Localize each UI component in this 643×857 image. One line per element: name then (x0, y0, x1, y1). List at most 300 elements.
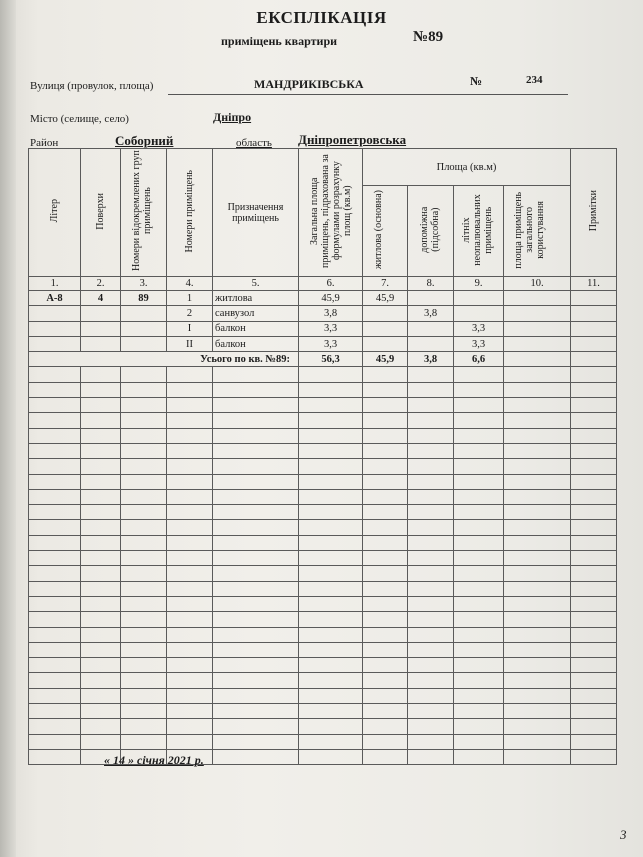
empty-cell (408, 398, 454, 413)
empty-cell (121, 642, 167, 657)
empty-cell (363, 551, 408, 566)
total-label: Усього по кв. №89: (29, 352, 299, 367)
cell-summer: 3,3 (454, 321, 504, 336)
empty-cell (299, 413, 363, 428)
empty-row (29, 719, 617, 734)
empty-cell (504, 520, 571, 535)
empty-cell (571, 658, 617, 673)
empty-cell (81, 535, 121, 550)
empty-cell (81, 704, 121, 719)
cell-total: 45,9 (299, 291, 363, 306)
empty-cell (571, 459, 617, 474)
empty-cell (29, 367, 81, 382)
empty-cell (408, 673, 454, 688)
empty-cell (363, 566, 408, 581)
cell-notes (571, 291, 617, 306)
column-number: 1. (29, 277, 81, 291)
empty-cell (571, 382, 617, 397)
header-total-area: Загальна площа приміщень, підрахована за формулами розрахунку площ (кв.м) (299, 149, 363, 277)
total-notes (571, 352, 617, 367)
empty-cell (121, 367, 167, 382)
number-value: 234 (526, 74, 543, 86)
empty-cell (408, 734, 454, 749)
empty-cell (121, 520, 167, 535)
total-living: 45,9 (363, 352, 408, 367)
header-area-group: Площа (кв.м) (363, 149, 571, 186)
empty-row (29, 413, 617, 428)
cell-aux: 3,8 (408, 306, 454, 321)
empty-cell (504, 474, 571, 489)
empty-cell (167, 413, 213, 428)
cell-floor: 4 (81, 291, 121, 306)
empty-cell (81, 596, 121, 611)
header-notes: Примітки (571, 149, 617, 277)
empty-cell (121, 673, 167, 688)
empty-cell (167, 581, 213, 596)
empty-cell (29, 428, 81, 443)
empty-cell (454, 505, 504, 520)
empty-cell (81, 688, 121, 703)
empty-cell (121, 566, 167, 581)
empty-cell (408, 566, 454, 581)
empty-cell (408, 581, 454, 596)
empty-cell (81, 474, 121, 489)
district-label: Район (30, 137, 59, 149)
empty-cell (81, 581, 121, 596)
empty-cell (571, 734, 617, 749)
header-summer: літніх неопалювальних приміщень (454, 186, 504, 277)
empty-cell (571, 688, 617, 703)
empty-cell (121, 612, 167, 627)
empty-cell (81, 367, 121, 382)
empty-cell (504, 658, 571, 673)
empty-cell (299, 749, 363, 764)
empty-cell (454, 398, 504, 413)
cell-aux (408, 321, 454, 336)
empty-cell (504, 596, 571, 611)
table-row (29, 291, 617, 306)
empty-cell (408, 413, 454, 428)
cell-common (504, 321, 571, 336)
empty-cell (454, 673, 504, 688)
empty-cell (504, 398, 571, 413)
cell-floor (81, 336, 121, 351)
empty-cell (29, 443, 81, 458)
empty-cell (81, 443, 121, 458)
empty-cell (454, 489, 504, 504)
empty-cell (213, 719, 299, 734)
empty-cell (29, 704, 81, 719)
empty-cell (167, 428, 213, 443)
cell-common (504, 306, 571, 321)
empty-cell (408, 535, 454, 550)
empty-cell (167, 459, 213, 474)
empty-cell (167, 658, 213, 673)
empty-cell (167, 596, 213, 611)
empty-cell (363, 413, 408, 428)
empty-cell (121, 489, 167, 504)
empty-cell (121, 459, 167, 474)
empty-cell (121, 413, 167, 428)
empty-cell (121, 596, 167, 611)
empty-cell (81, 489, 121, 504)
empty-cell (504, 719, 571, 734)
empty-cell (167, 612, 213, 627)
cell-group (121, 306, 167, 321)
empty-row (29, 474, 617, 489)
empty-cell (29, 489, 81, 504)
empty-cell (213, 749, 299, 764)
empty-cell (29, 459, 81, 474)
empty-cell (167, 627, 213, 642)
empty-cell (454, 382, 504, 397)
empty-cell (121, 382, 167, 397)
empty-cell (213, 704, 299, 719)
empty-cell (299, 520, 363, 535)
empty-cell (167, 673, 213, 688)
empty-cell (504, 734, 571, 749)
empty-cell (121, 398, 167, 413)
empty-cell (29, 612, 81, 627)
empty-cell (121, 719, 167, 734)
empty-cell (454, 566, 504, 581)
cell-total: 3,3 (299, 321, 363, 336)
cell-living (363, 321, 408, 336)
empty-cell (167, 443, 213, 458)
empty-row (29, 581, 617, 596)
cell-notes (571, 306, 617, 321)
page-fold-shadow (0, 0, 16, 857)
empty-cell (363, 459, 408, 474)
empty-cell (299, 612, 363, 627)
header-group-numbers: Номери відокремлених груп приміщень (121, 149, 167, 277)
empty-cell (81, 658, 121, 673)
empty-cell (167, 688, 213, 703)
empty-cell (454, 581, 504, 596)
header-living: житлова (основна) (363, 186, 408, 277)
empty-cell (213, 413, 299, 428)
empty-cell (408, 627, 454, 642)
empty-cell (408, 596, 454, 611)
empty-row (29, 642, 617, 657)
empty-row (29, 612, 617, 627)
empty-cell (121, 581, 167, 596)
empty-cell (571, 749, 617, 764)
empty-cell (121, 627, 167, 642)
cell-floor (81, 306, 121, 321)
empty-cell (167, 398, 213, 413)
empty-cell (504, 413, 571, 428)
empty-cell (408, 612, 454, 627)
empty-cell (299, 581, 363, 596)
cell-liter (29, 306, 81, 321)
empty-cell (454, 642, 504, 657)
number-label: № (470, 74, 483, 88)
empty-cell (504, 367, 571, 382)
empty-cell (213, 551, 299, 566)
document-date: « 14 » січня 2021 р. (104, 753, 204, 767)
page-number: 3 (620, 827, 627, 842)
cell-room: 2 (167, 306, 213, 321)
cell-purpose: житлова (213, 291, 299, 306)
empty-row (29, 382, 617, 397)
explication-table (28, 148, 617, 765)
total-row (29, 352, 617, 367)
region-label: область (236, 137, 272, 149)
empty-cell (167, 489, 213, 504)
header-floors: Поверхи (81, 149, 121, 277)
empty-cell (29, 413, 81, 428)
empty-cell (299, 658, 363, 673)
empty-cell (213, 398, 299, 413)
total-aux: 3,8 (408, 352, 454, 367)
empty-cell (408, 459, 454, 474)
empty-row (29, 459, 617, 474)
empty-cell (408, 382, 454, 397)
empty-cell (167, 566, 213, 581)
empty-cell (213, 367, 299, 382)
empty-cell (571, 704, 617, 719)
empty-cell (167, 474, 213, 489)
empty-cell (81, 627, 121, 642)
header-liter: Літер (29, 149, 81, 277)
empty-cell (213, 596, 299, 611)
empty-cell (29, 642, 81, 657)
empty-cell (408, 688, 454, 703)
total-common (504, 352, 571, 367)
cell-living (363, 306, 408, 321)
empty-cell (408, 551, 454, 566)
empty-cell (454, 704, 504, 719)
empty-cell (408, 520, 454, 535)
empty-cell (571, 474, 617, 489)
empty-cell (454, 551, 504, 566)
empty-cell (167, 734, 213, 749)
empty-cell (81, 398, 121, 413)
empty-cell (299, 428, 363, 443)
empty-cell (363, 489, 408, 504)
district-value: Соборний (115, 133, 174, 148)
empty-cell (454, 428, 504, 443)
empty-cell (213, 489, 299, 504)
empty-row (29, 443, 617, 458)
column-number: 8. (408, 277, 454, 291)
header-auxiliary: допоміжна (підсобна) (408, 186, 454, 277)
empty-cell (571, 367, 617, 382)
empty-row (29, 398, 617, 413)
empty-cell (504, 566, 571, 581)
empty-row (29, 704, 617, 719)
empty-cell (29, 734, 81, 749)
empty-cell (29, 551, 81, 566)
empty-row (29, 428, 617, 443)
empty-cell (213, 443, 299, 458)
empty-cell (363, 505, 408, 520)
empty-cell (408, 704, 454, 719)
empty-cell (454, 596, 504, 611)
column-number: 2. (81, 277, 121, 291)
region-value: Дніпропетровська (298, 132, 407, 147)
empty-cell (121, 551, 167, 566)
empty-cell (363, 734, 408, 749)
empty-row (29, 505, 617, 520)
column-number: 3. (121, 277, 167, 291)
empty-cell (504, 459, 571, 474)
empty-cell (504, 673, 571, 688)
table-row (29, 336, 617, 351)
empty-cell (454, 719, 504, 734)
empty-cell (213, 658, 299, 673)
empty-cell (299, 704, 363, 719)
empty-cell (29, 673, 81, 688)
empty-cell (454, 658, 504, 673)
empty-cell (454, 413, 504, 428)
empty-cell (167, 704, 213, 719)
empty-cell (454, 520, 504, 535)
empty-cell (81, 505, 121, 520)
city-label: Місто (селище, село) (30, 113, 129, 125)
empty-cell (213, 642, 299, 657)
empty-cell (363, 688, 408, 703)
empty-cell (29, 520, 81, 535)
street-label: Вулиця (провулок, площа) (30, 80, 154, 92)
empty-cell (363, 474, 408, 489)
column-number: 4. (167, 277, 213, 291)
empty-cell (363, 596, 408, 611)
empty-cell (571, 642, 617, 657)
empty-cell (81, 382, 121, 397)
empty-cell (571, 413, 617, 428)
empty-cell (81, 459, 121, 474)
column-number: 6. (299, 277, 363, 291)
column-number: 9. (454, 277, 504, 291)
empty-cell (81, 551, 121, 566)
empty-cell (363, 367, 408, 382)
empty-cell (363, 612, 408, 627)
empty-cell (213, 673, 299, 688)
empty-cell (504, 428, 571, 443)
empty-cell (408, 489, 454, 504)
empty-cell (167, 642, 213, 657)
empty-cell (504, 704, 571, 719)
city-value: Дніпро (213, 110, 252, 124)
empty-cell (167, 367, 213, 382)
cell-total: 3,3 (299, 336, 363, 351)
empty-cell (408, 367, 454, 382)
cell-liter: А-8 (29, 291, 81, 306)
empty-cell (81, 413, 121, 428)
empty-cell (363, 535, 408, 550)
empty-cell (454, 734, 504, 749)
empty-cell (504, 749, 571, 764)
empty-cell (299, 443, 363, 458)
empty-cell (167, 505, 213, 520)
empty-cell (213, 566, 299, 581)
empty-cell (121, 428, 167, 443)
cell-common (504, 291, 571, 306)
empty-cell (29, 474, 81, 489)
empty-cell (363, 581, 408, 596)
empty-cell (571, 520, 617, 535)
cell-notes (571, 321, 617, 336)
empty-cell (504, 505, 571, 520)
empty-cell (408, 719, 454, 734)
empty-cell (29, 627, 81, 642)
empty-cell (213, 734, 299, 749)
empty-cell (81, 566, 121, 581)
cell-room: 1 (167, 291, 213, 306)
empty-cell (571, 535, 617, 550)
empty-cell (571, 551, 617, 566)
empty-cell (408, 443, 454, 458)
empty-cell (167, 520, 213, 535)
empty-cell (571, 596, 617, 611)
empty-cell (363, 642, 408, 657)
empty-cell (504, 382, 571, 397)
empty-cell (504, 551, 571, 566)
empty-cell (299, 688, 363, 703)
empty-cell (121, 688, 167, 703)
empty-cell (408, 658, 454, 673)
empty-cell (81, 719, 121, 734)
empty-cell (213, 627, 299, 642)
empty-cell (363, 704, 408, 719)
cell-notes (571, 336, 617, 351)
empty-cell (363, 398, 408, 413)
empty-cell (167, 382, 213, 397)
empty-cell (504, 443, 571, 458)
empty-cell (121, 474, 167, 489)
empty-cell (29, 581, 81, 596)
empty-cell (571, 489, 617, 504)
cell-living: 45,9 (363, 291, 408, 306)
empty-cell (299, 673, 363, 688)
cell-summer: 3,3 (454, 336, 504, 351)
empty-cell (454, 443, 504, 458)
cell-room: II (167, 336, 213, 351)
empty-cell (81, 428, 121, 443)
empty-cell (29, 749, 81, 764)
empty-cell (299, 627, 363, 642)
total-summer: 6,6 (454, 352, 504, 367)
empty-cell (213, 688, 299, 703)
column-number: 7. (363, 277, 408, 291)
table-row (29, 321, 617, 336)
column-number: 11. (571, 277, 617, 291)
empty-cell (299, 398, 363, 413)
empty-cell (363, 719, 408, 734)
empty-row (29, 489, 617, 504)
cell-aux (408, 291, 454, 306)
empty-cell (571, 398, 617, 413)
cell-floor (81, 321, 121, 336)
empty-cell (408, 505, 454, 520)
empty-cell (363, 428, 408, 443)
empty-cell (504, 642, 571, 657)
empty-cell (213, 520, 299, 535)
empty-row (29, 658, 617, 673)
empty-cell (121, 505, 167, 520)
empty-cell (504, 535, 571, 550)
empty-cell (571, 566, 617, 581)
empty-cell (408, 642, 454, 657)
empty-cell (299, 566, 363, 581)
empty-cell (363, 382, 408, 397)
column-number-row (29, 277, 617, 291)
cell-group (121, 336, 167, 351)
empty-cell (121, 535, 167, 550)
empty-cell (299, 505, 363, 520)
